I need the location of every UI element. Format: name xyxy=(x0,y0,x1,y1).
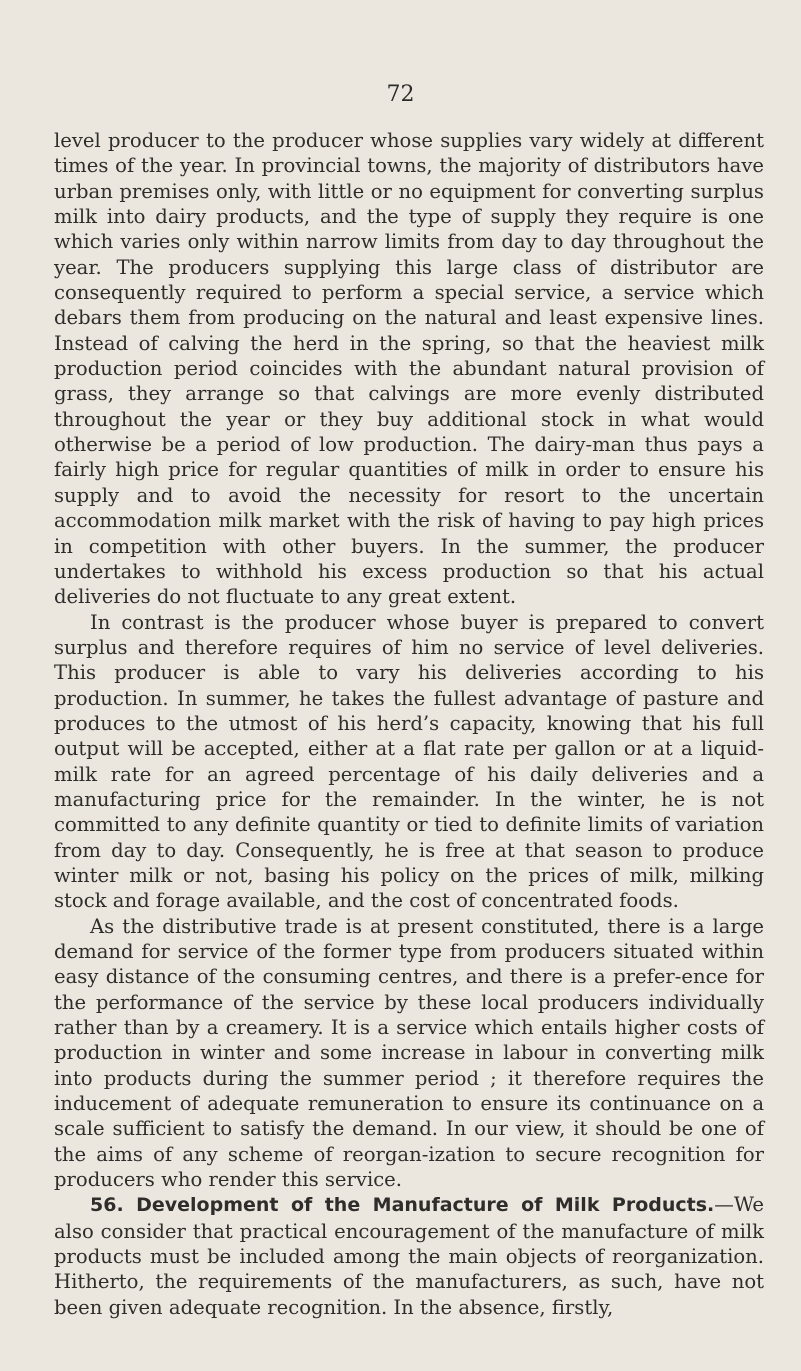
section-heading: 56. Development of the Manufacture of Milk Products. xyxy=(90,1194,715,1217)
paragraph-4 xyxy=(54,1192,764,1320)
body-text xyxy=(54,128,764,1320)
paragraph-2: In contrast is the producer whose buyer is prepared to convert surplus and therefore requires of him no service of level deliveries. This producer is able to vary his deliveries according to his production. In summer, he takes the fullest advantage of pasture and produces to the utmost of his herd’s capacity, knowing that his full output will be accepted, either at a flat rate per gallon or at a liquid-milk rate for an agreed percentage of his daily deliveries and a manufacturing price for the remainder. In the winter, he is not committed to any definite quantity or tied to definite limits of variation from day to day. Consequently, he is free at that season to produce winter milk or not, basing his policy on the prices of milk, milking stock and forage available, and the cost of concentrated foods. xyxy=(54,610,764,913)
page-number: 72 xyxy=(386,82,415,107)
paragraph-1: level producer to the producer whose supplies vary widely at different times of the year. In provincial towns, the majority of distributors have urban premises only, with little or no equipment for converting surplus milk into dairy products, and the type of supply they require is one which varies only within narrow limits from day to day throughout the year. The producers supplying this large class of distributor are consequently required to perform a special service, a service which debars them from producing on the natural and least expensive lines. Instead of calving the herd in the spring, so that the heaviest milk production period coincides with the abundant natural provision of grass, they arrange so that calvings are more evenly distributed throughout the year or they buy additional stock in what would otherwise be a period of low production. The dairy-man thus pays a fairly high price for regular quantities of milk in order to ensure his supply and to avoid the necessity for resort to the uncertain accommodation milk market with the risk of having to pay high prices in competition with other buyers. In the summer, the producer undertakes to withhold his excess production so that his actual deliveries do not fluctuate to any great extent. xyxy=(54,129,764,609)
paragraph-4-text: —We also consider that practical encouragement of the manufacture of milk products must be included among the main objects of reorganization. Hitherto, the requirements of the manufacturers, as such, have not been given adequate recognition. In the absence, firstly, xyxy=(54,1193,764,1319)
paragraph-3: As the distributive trade is at present constituted, there is a large demand for service of the former type from producers situated within easy distance of the consuming centres, and there is a prefer-ence for the performance of the service by these local producers individually rather than by a creamery. It is a service which entails higher costs of production in winter and some increase in labour in converting milk into products during the summer period ; it therefore requires the inducement of adequate remuneration to ensure its continuance on a scale sufficient to satisfy the demand. In our view, it should be one of the aims of any scheme of reorgan-ization to secure recognition for producers who render this service. xyxy=(54,914,764,1192)
